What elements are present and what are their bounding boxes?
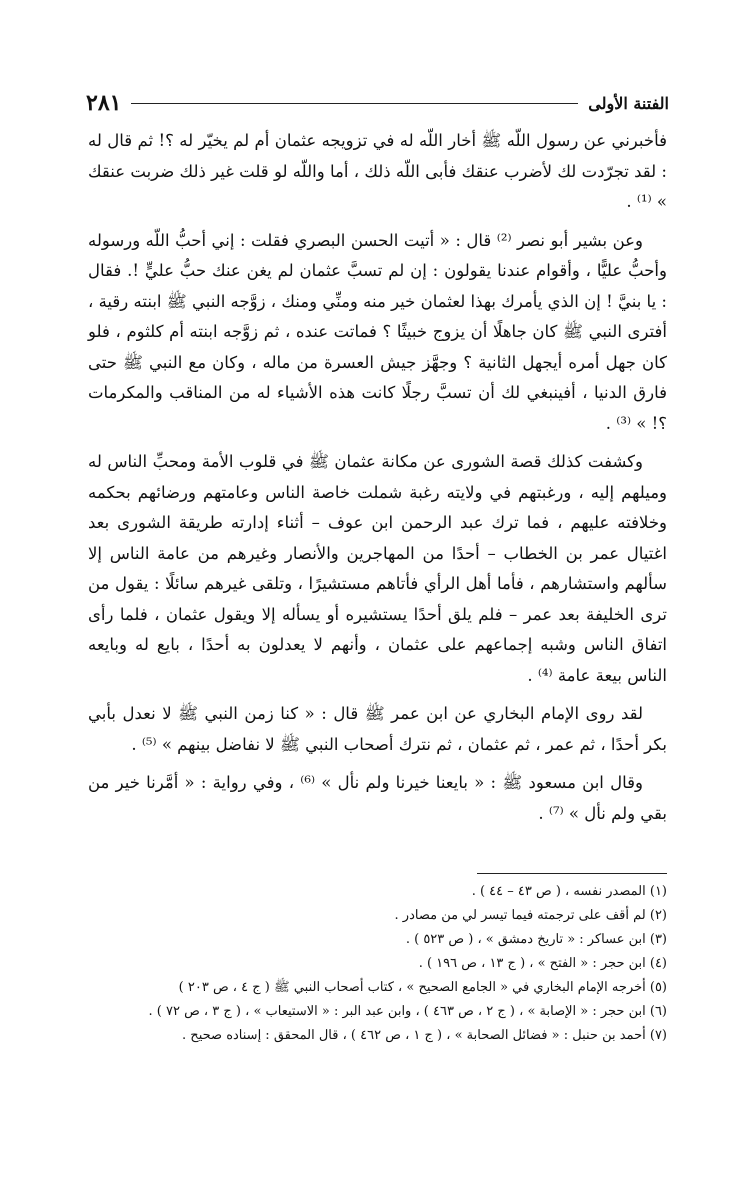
paragraph: وقال ابن مسعود ﷺ : « بايعنا خيرنا ولم نأل » ⁽⁶⁾ ، وفي رواية : « أمَّرنا خير من بقي ولم نأل » ⁽⁷⁾ . — [88, 773, 667, 823]
main-text — [88, 126, 667, 837]
paragraph: لقد روى الإمام البخاري عن ابن عمر ﷺ قال : « كنا زمن النبي ﷺ لا نعدل بأبي بكر أحدًا ، ثم عمر ، ثم عثمان ، ثم نترك أصحاب النبي ﷺ لا نفاضل بينهم » ⁽⁵⁾ . — [88, 704, 667, 754]
paragraph: وعن بشير أبو نصر ⁽²⁾ قال : « أتيت الحسن البصري فقلت : إني أحبُّ اللّه ورسوله وأحبُّ عليًّا ، وأقوام عندنا يقولون : إن لم تسبَّ عثمان لم يغن عنك حبُّ عليٍّ !. فقال : يا بنيَّ ! إن الذي يأمرك بهذا لعثمان خير منه ومنِّي ومنك ، زوَّجه النبي ﷺ ابنته رقية ، أفترى النبي ﷺ كان جاهلًا أن يزوج خبيثًا ؟ فماتت عنده ، ثم زوَّجه ابنته أم كلثوم ، فلو كان جهل أمره أيجهل الثانية ؟ وجهَّز جيش العسرة من ماله ، وكان مع النبي ﷺ حتى فارق الدنيا ، أفينبغي لك أن تسبَّ رجلًا كانت هذه الأشياء له من المناقب والمكرمات ؟! » ⁽³⁾ . — [88, 230, 667, 433]
chapter-title: الفتنة الأولى — [588, 93, 669, 113]
footnote: (٢) لم أقف على ترجمته فيما تيسر لي من مصادر . — [394, 908, 667, 923]
paragraph: فأخبرني عن رسول اللّه ﷺ أخار اللّه له في تزويجه عثمان أم لم يخيّر له ؟! ثم قال له : لقد تجرّدت لك لأضرب عنقك فأبى اللّه ذلك ، أما واللّه لو قلت غير ذلك ضربت عنقك » ⁽¹⁾ . — [88, 131, 667, 211]
footnotes — [88, 880, 667, 1048]
footnote: (٦) ابن حجر : « الإصابة » ، ( ج ٢ ، ص ٤٦٣ ) ، وابن عبد البر : « الاستيعاب » ، ( ج ٣ ، ص ٧٢ ) . — [148, 1004, 667, 1019]
footnote: (١) المصدر نفسه ، ( ص ٤٣ – ٤٤ ) . — [471, 884, 667, 899]
footnote: (٥) أخرجه الإمام البخاري في « الجامع الصحيح » ، كتاب أصحاب النبي ﷺ ( ج ٤ ، ص ٢٠٣ ) — [178, 980, 667, 995]
footnote: (٣) ابن عساكر : « تاريخ دمشق » ، ( ص ٥٢٣ ) . — [405, 932, 667, 947]
footnote-separator — [477, 873, 667, 874]
footnote: (٤) ابن حجر : « الفتح » ، ( ج ١٣ ، ص ١٩٦ ) . — [418, 956, 667, 971]
page-number: ٢٨١ — [86, 90, 122, 116]
running-header — [86, 88, 669, 118]
paragraph: وكشفت كذلك قصة الشورى عن مكانة عثمان ﷺ في قلوب الأمة ومحبِّ الناس له وميلهم إليه ، ورغبتهم في ولايته رغبة شملت خاصة الناس وعامتهم ورضائهم بحكمه وخلافته عليهم ، فما ترك عبد الرحمن ابن عوف – أثناء إدارته طريقة الشورى بعد اغتيال عمر بن الخطاب – أحدًا من المهاجرين والأنصار وغيرهم من عامة الناس إلا سألهم واستشارهم ، فأما أهل الرأي فأتاهم مستشيرًا ، وتلقى غيرهم سائلًا : يقول من ترى الخليفة بعد عمر – فلم يلق أحدًا يستشيره أو يسأله إلا ويقول عثمان ، فلما رأى اتفاق الناس وشبه إجماعهم على عثمان ، وأنهم لا يعدلون به أحدًا ، بايع له وبايعه الناس بيعة عامة ⁽⁴⁾ . — [88, 452, 667, 685]
header-rule — [131, 103, 578, 104]
footnote: (٧) أحمد بن حنبل : « فضائل الصحابة » ، ( ج ١ ، ص ٤٦٢ ) ، قال المحقق : إسناده صحيح . — [182, 1028, 667, 1043]
